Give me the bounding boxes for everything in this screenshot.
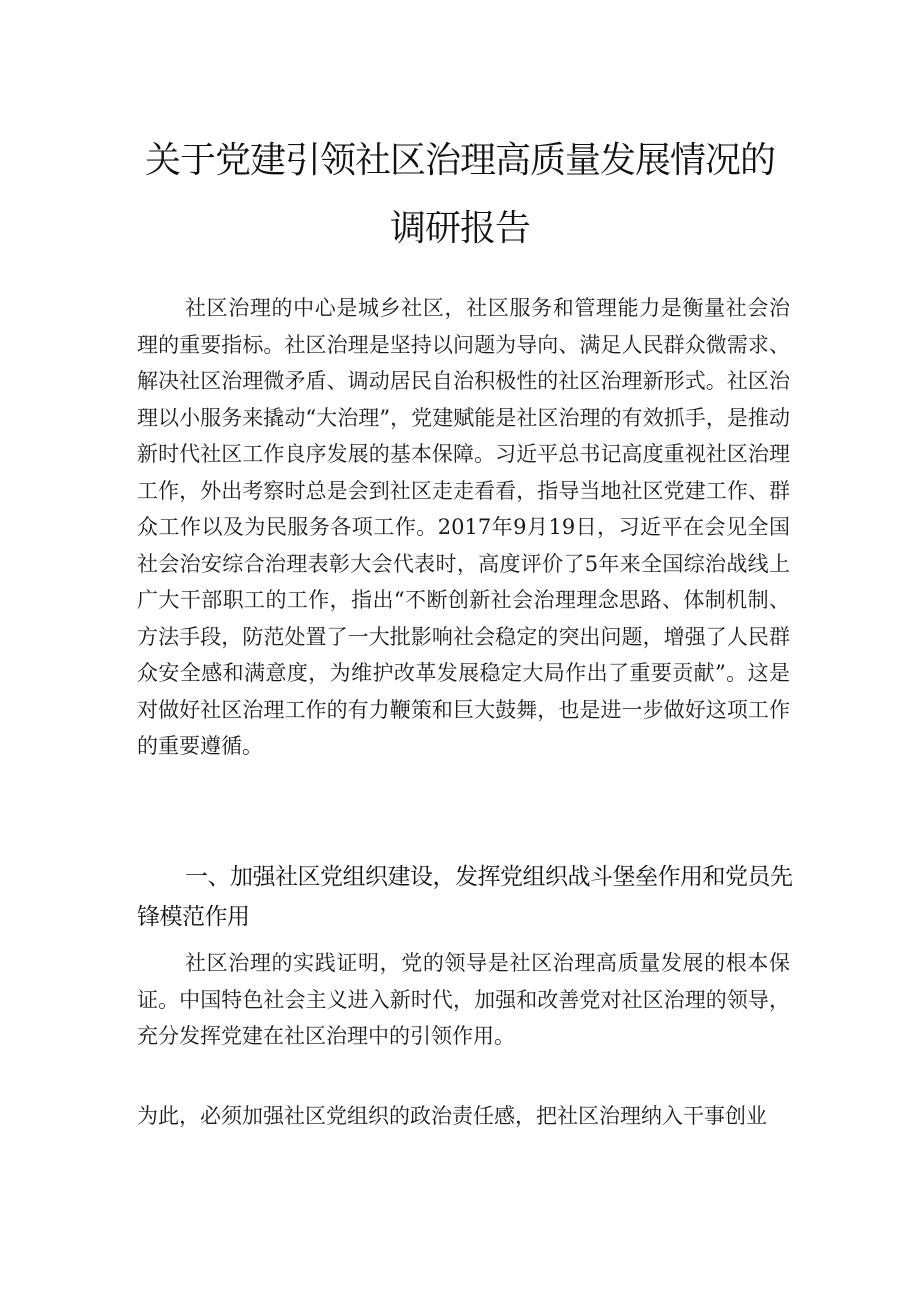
document-title-line2: 调研报告 [389, 208, 530, 249]
section1-paragraph: 社区治理的实践证明，党的领导是社区治理高质量发展的根本保证。中国特色社会主义进入新时代，加强和改善党对社区治理的领导，充分发挥党建在社区治理中的引领作用。 [137, 951, 790, 1048]
section1-paragraph-continued: 为此，必须加强社区党组织的政治责任感，把社区治理纳入干事创业 [137, 1104, 767, 1128]
intro-paragraph: 社区治理的中心是城乡社区，社区服务和管理能力是衡量社会治理的重要指标。社区治理是坚持以问题为导向、满足人民群众微需求、解决社区治理微矛盾、调动居民自治积极性的社区治理新形式。社区治理以小服务来撬动“大治理”，党建赋能是社区治理的有效抓手，是推动新时代社区工作良序发展的基本保障。习近平总书记高度重视社区治理工作，外出考察时总是会到社区走走看看，指导当地社区党建工作、群众工作以及为民服务各项工作。2017年9月19日，习近平在会见全国社会治安综合治理表彰大会代表时，高度评价了5年来全国综治战线上广大干部职工的工作，指出“不断创新社会治理理念思路、体制机制、方法手段，防范处置了一大批影响社会稳定的突出问题，增强了人民群众安全感和满意度，为维护改革发展稳定大局作出了重要贡献”。这是对做好社区治理工作的有力鞭策和巨大鼓舞，也是进一步做好这项工作的重要遵循。 [137, 296, 790, 758]
section-heading-1: 一、加强社区党组织建设，发挥党组织战斗堡垒作用和党员先锋模范作用 [137, 864, 793, 930]
document-title-line1: 关于党建引领社区治理高质量发展情况的 [144, 140, 775, 181]
